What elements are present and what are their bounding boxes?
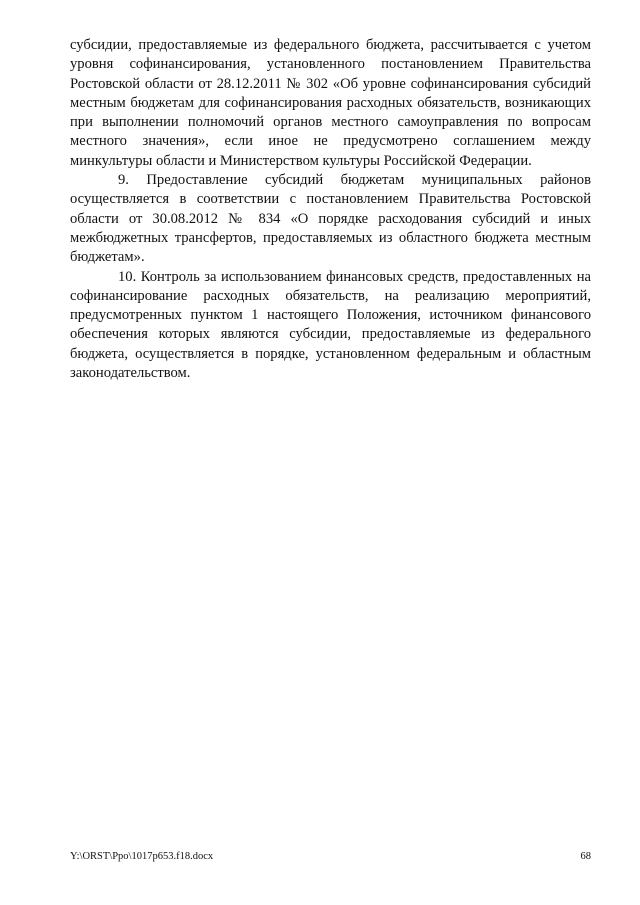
- page-number: 68: [580, 851, 591, 862]
- paragraph-item-9: 9. Предоставление субсидий бюджетам муниципальных районов осуществляется в соответствии с постановлением Правительства Ростовской области от 30.08.2012 № 834 «О порядке расходования субсидий и иных межбюджетных трансфертов, предоставляемых из областного бюджета местным бюджетам».: [70, 172, 591, 266]
- paragraph-item-10: 10. Контроль за использованием финансовых средств, предоставленных на софинансирование расходных обязательств, на реализацию мероприятий, предусмотренных пунктом 1 настоящего Положения, источником финансового обеспечения которых являются субсидии, предоставляемые из федерального бюджета, осуществляется в порядке, установленном федеральным и областным законодательством.: [70, 268, 591, 382]
- document-body: [70, 36, 591, 383]
- page-footer: [70, 851, 591, 863]
- footer-file-path: Y:\ORST\Ppo\1017p653.f18.docx: [70, 851, 214, 862]
- paragraph-continuation: субсидии, предоставляемые из федерального бюджета, рассчитывается с учетом уровня софинансирования, установленного постановлением Правительства Ростовской области от 28.12.2011 № 302 «Об уровне софинансирования субсидий местным бюджетам для софинансирования расходных обязательств, возникающих при выполнении полномочий органов местного самоуправления по вопросам местного значения», если иное не предусмотрено соглашением между минкультуры области и Министерством культуры Российской Федерации.: [70, 37, 591, 169]
